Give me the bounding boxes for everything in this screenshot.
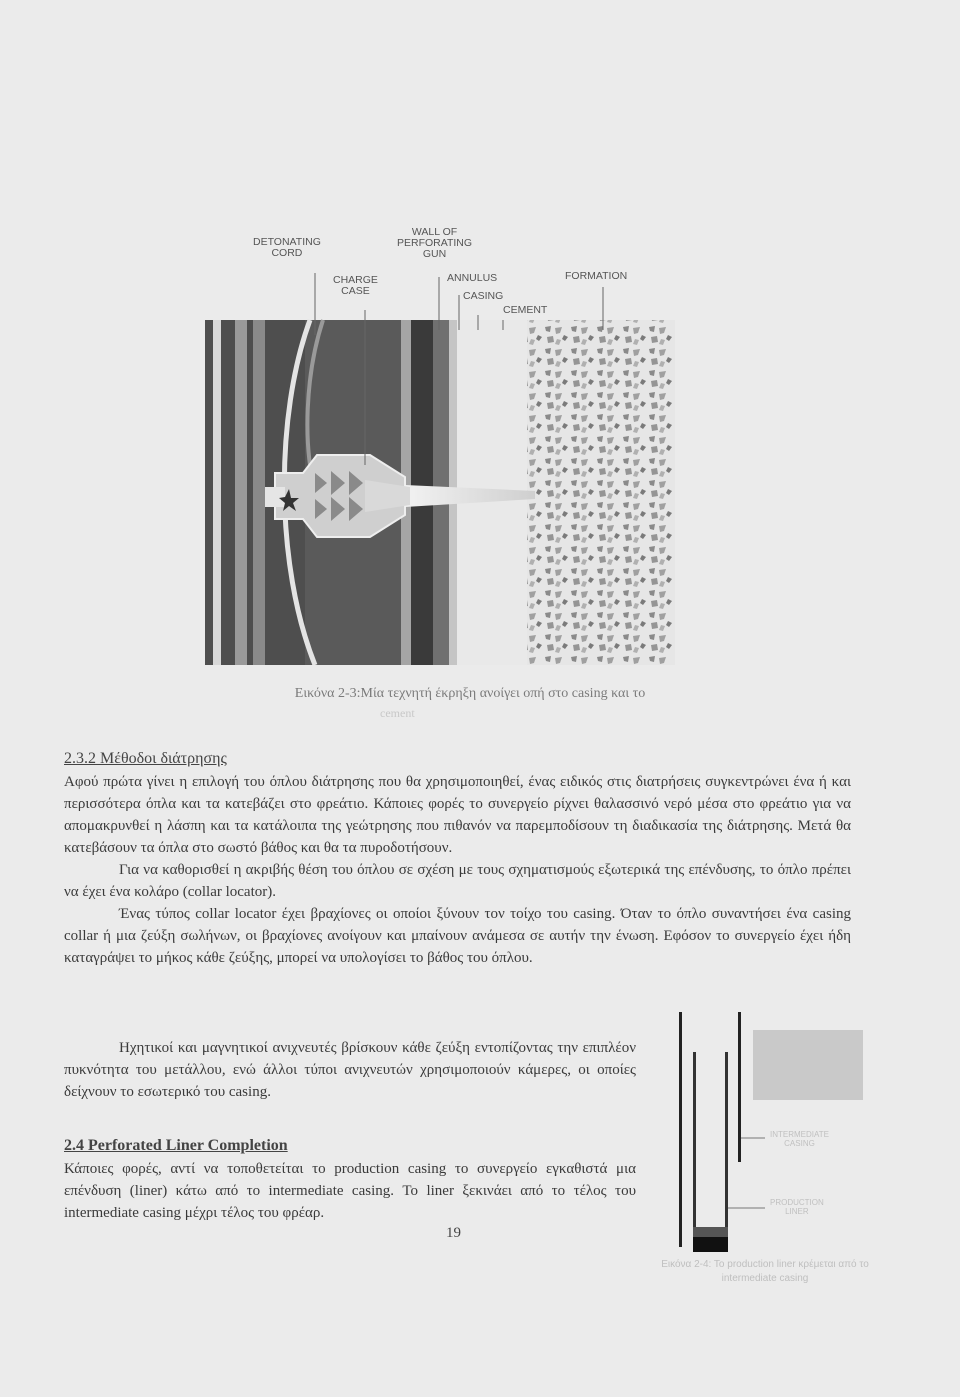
paragraph: Για να καθορισθεί η ακριβής θέση του όπλου σε σχέση με τους σχηματισμούς εξωτερικά της επένδυσης, το όπλο πρέπει να έχει ένα κολάρο (collar locator). [64,862,851,900]
label-detonating-cord: DETONATING CORD [253,236,321,259]
figure-caption: Εικόνα 2-3:Μία τεχνητή έκρηξη ανοίγει οπή στο casing και το [294,686,646,701]
perforating-gun-figure [205,215,675,665]
paragraph: Ηχητικοί και μαγνητικοί ανιχνευτές βρίσκουν κάθε ζεύξη εντοπίζοντας την επιπλέον πυκνότητα του μετάλλου, ενώ άλλοι τύποι ανιχνευτών χρησιμοποιούν κάμερες, οι οποίες δείχνουν το εσωτερικό του casing. [64,1040,636,1100]
page-number: 19 [446,1225,461,1241]
section-232-body [64,771,851,969]
label-formation: FORMATION [565,270,628,282]
perforating-gun-diagram [205,215,675,665]
label-production-liner: PRODUCTION LINER [770,1198,824,1216]
figure-caption-continued: cement [380,706,415,720]
paragraph: Ένας τύπος collar locator έχει βραχίονες οι οποίοι ξύνουν τον τοίχο του casing. Όταν το όπλο συναντήσει ένα casing collar ή μια ζεύξη σωλήνων, οι βραχίονες ανοίγουν και μπαίνουν ανάμεσα σε αυτήν την ένωση. Εφόσον το συνεργείο έχει ήδη καταγράψει το μήκος κάθε ζεύξης, μπορεί να υπολογίσει το βάθος του όπλου. [64,906,851,966]
paragraph: Κάποιες φορές, αντί να τοποθετείται το production casing το συνεργείο εγκαθιστά μια επένδυση (liner) κάτω από το intermediate casing. Το liner ξεκινάει από το τέλος του intermediate casing μέχρι τέλος του φρέαρ. [64,1161,636,1221]
label-cement: CEMENT [503,304,548,316]
paragraph: Αφού πρώτα γίνει η επιλογή του όπλου διάτρησης που θα χρησιμοποιηθεί, ένας ειδικός στις διατρήσεις συγκεντρώνει ένα ή και περισσότερα όπλα και τα κατεβάζει στο φρεάτιο. Κάποιες φορές το συνεργείο ρίχνει θαλασσινό νερό μέσα στο φρεάτιο για να απομακρυνθεί η λάσπη και τα κατάλοιπα της γεώτρησης που πιθανόν να παρεμποδίσουν τη διαδικασία της διάτρησης. Μετά θα κατεβάσουν τα όπλα στο σωστό βάθος και θα τα πυροδοτήσουν. [64,774,851,856]
label-intermediate-casing: INTERMEDIATE CASING [770,1130,829,1148]
label-casing: CASING [463,290,504,302]
figure2-caption: Εικόνα 2-4: Το production liner κρέμεται από το intermediate casing [661,1259,869,1284]
section-heading-24: 2.4 Perforated Liner Completion [64,1137,288,1154]
label-wall-of-gun: WALL OF PERFORATING GUN [397,226,473,260]
label-charge-case: CHARGE CASE [333,274,378,297]
section-heading-232: 2.3.2 Μέθοδοι διάτρησης [64,750,227,767]
label-annulus: ANNULUS [447,272,498,284]
